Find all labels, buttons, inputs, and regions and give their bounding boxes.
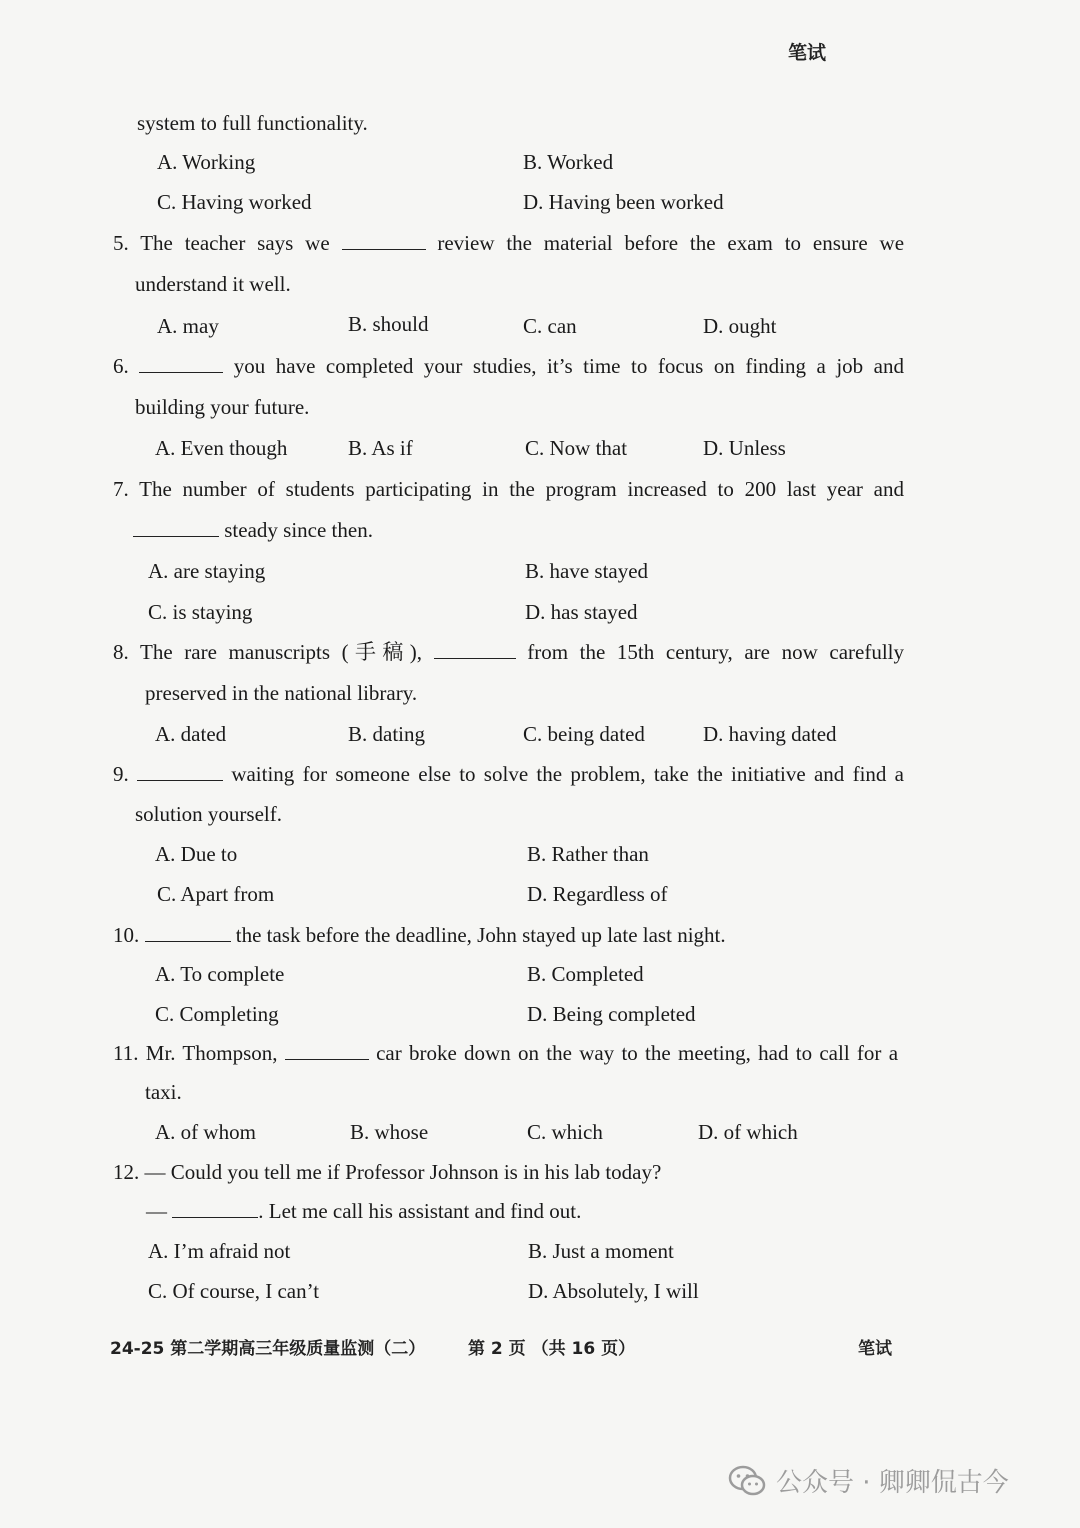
- question-text: from the 15th century, are now carefully: [527, 640, 905, 664]
- question-number: 10.: [113, 923, 140, 947]
- question-number: 5.: [113, 231, 129, 255]
- question-6-option-d: D. Unless: [703, 436, 786, 460]
- footer-page-number: 第 2 页 （共 16 页）: [468, 1339, 636, 1359]
- question-12-option-b: B. Just a moment: [528, 1239, 674, 1263]
- question-10-option-d: D. Being completed: [527, 1002, 696, 1026]
- continuation-option-d: D. Having been worked: [523, 190, 724, 214]
- question-8-option-d: D. having dated: [703, 722, 837, 746]
- question-7-line2: [133, 515, 373, 545]
- question-number: 9.: [113, 762, 129, 786]
- question-10-option-b: B. Completed: [527, 962, 644, 986]
- question-5-option-d: D. ought: [703, 314, 777, 338]
- question-6-line2: building your future.: [135, 395, 310, 419]
- question-12-option-d: D. Absolutely, I will: [528, 1279, 699, 1303]
- question-7-option-d: D. has stayed: [525, 600, 638, 624]
- question-9-option-b: B. Rather than: [527, 842, 649, 866]
- question-7-option-a: A. are staying: [148, 559, 266, 583]
- question-7-option-c: C. is staying: [148, 600, 253, 624]
- question-10-line1: [113, 920, 726, 950]
- question-12-option-a: A. I’m afraid not: [148, 1239, 291, 1263]
- answer-blank: [342, 231, 426, 250]
- header-tag: 笔试: [787, 42, 826, 64]
- question-number: 7.: [113, 477, 129, 501]
- question-text: The number of students participating in the program increased to 200 last year and: [139, 477, 904, 501]
- question-8-option-c: C. being dated: [523, 722, 645, 746]
- question-text: . Let me call his assistant and find out.: [258, 1199, 582, 1223]
- question-text: Mr. Thompson,: [145, 1041, 278, 1065]
- question-6-option-c: C. Now that: [525, 436, 628, 460]
- question-11-option-c: C. which: [527, 1120, 603, 1144]
- question-text: waiting for someone else to solve the problem, take the initiative and find a: [231, 762, 905, 786]
- answer-blank: [285, 1041, 369, 1060]
- question-9-option-d: D. Regardless of: [527, 882, 668, 906]
- answer-blank: [137, 762, 223, 781]
- question-8-option-b: B. dating: [348, 722, 425, 746]
- question-9-option-a: A. Due to: [155, 842, 238, 866]
- continuation-option-c: C. Having worked: [157, 190, 312, 214]
- question-number: 6.: [113, 354, 129, 378]
- question-11-option-b: B. whose: [350, 1120, 429, 1144]
- question-10-option-c: C. Completing: [155, 1002, 279, 1026]
- question-8-line1: [113, 637, 904, 667]
- watermark-text: 公众号 · 卿卿侃古今: [776, 1468, 1009, 1498]
- question-12-line1: [113, 1157, 661, 1187]
- question-9-line2: solution yourself.: [135, 802, 282, 826]
- question-8-option-a: A. dated: [155, 722, 227, 746]
- question-11-line1: [113, 1038, 898, 1068]
- question-12-option-c: C. Of course, I can’t: [148, 1279, 320, 1303]
- question-5-option-a: A. may: [157, 314, 219, 338]
- question-12-line2: [146, 1196, 581, 1226]
- answer-blank: [133, 518, 219, 537]
- question-6-option-b: B. As if: [348, 436, 413, 460]
- footer-exam-title: 24-25 第二学期高三年级质量监测（二）: [110, 1339, 426, 1359]
- question-5-line1: [113, 228, 904, 258]
- answer-blank: [172, 1199, 258, 1218]
- question-number: 12.: [113, 1160, 140, 1184]
- continuation-option-b: B. Worked: [523, 150, 614, 174]
- question-text: the task before the deadline, John stayed up late last night.: [235, 923, 726, 947]
- question-9-line1: [113, 759, 904, 789]
- answer-blank: [434, 640, 516, 659]
- question-text: — Could you tell me if Professor Johnson is in his lab today?: [144, 1160, 662, 1184]
- question-number: 11.: [113, 1041, 139, 1065]
- question-text: review the material before the exam to ensure we: [437, 231, 905, 255]
- watermark: [728, 1462, 1009, 1499]
- wechat-icon: [728, 1465, 766, 1497]
- question-6-line1: [113, 351, 904, 381]
- question-text: The rare manuscripts (手稿),: [140, 640, 422, 664]
- question-5-option-c: C. can: [523, 314, 577, 338]
- question-text: car broke down on the way to the meeting, had to call for a: [376, 1041, 899, 1065]
- question-5-line2: understand it well.: [135, 272, 291, 296]
- question-11-option-a: A. of whom: [155, 1120, 256, 1144]
- answer-blank: [139, 354, 223, 373]
- question-10-option-a: A. To complete: [155, 962, 285, 986]
- question-11-line2: taxi.: [145, 1080, 182, 1104]
- continuation-option-a: A. Working: [157, 150, 256, 174]
- answer-blank: [145, 923, 231, 942]
- question-text: steady since then.: [224, 518, 373, 542]
- question-7-option-b: B. have stayed: [525, 559, 649, 583]
- question-5-option-b: B. should: [348, 312, 429, 336]
- continuation-text: system to full functionality.: [137, 111, 368, 135]
- question-number: 8.: [113, 640, 129, 664]
- question-text: The teacher says we: [140, 231, 330, 255]
- question-11-option-d: D. of which: [698, 1120, 798, 1144]
- dash: —: [146, 1199, 167, 1223]
- question-7-line1: [113, 474, 904, 504]
- question-8-line2: preserved in the national library.: [145, 681, 418, 705]
- question-6-option-a: A. Even though: [155, 436, 288, 460]
- footer-tag: 笔试: [858, 1339, 892, 1359]
- question-9-option-c: C. Apart from: [157, 882, 275, 906]
- question-text: you have completed your studies, it’s time to focus on finding a job and: [233, 354, 905, 378]
